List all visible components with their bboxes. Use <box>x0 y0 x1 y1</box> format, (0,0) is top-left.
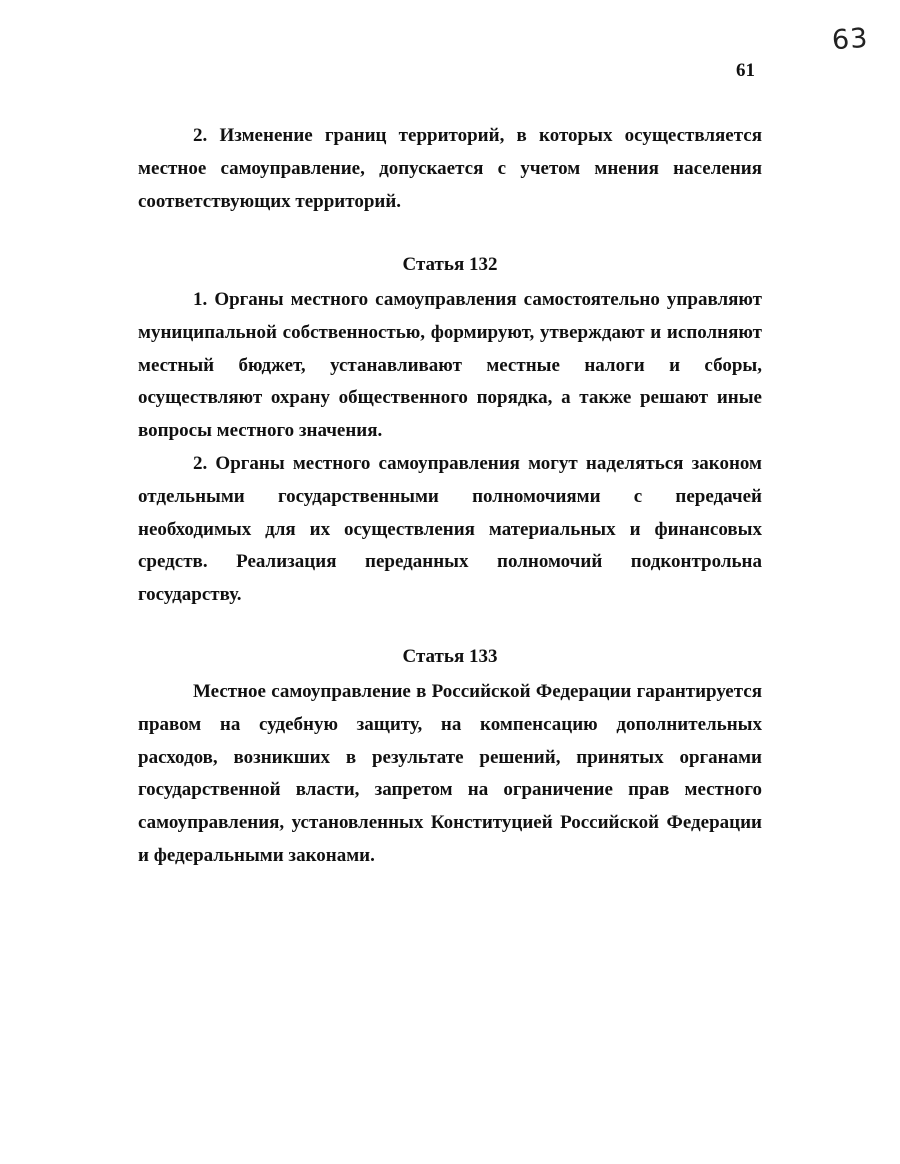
article-132-heading: Статья 132 <box>402 254 498 275</box>
article-133-paragraph-1: Местное самоуправление в Российской Федерации гарантируется правом на судебную защиту, на компенсацию дополнительных расходов, возникших в результате решений, принятых органами государственной власти, запретом на ограничение прав местного самоуправления, установленных Конституцией Российской Федерации и федеральными законами. <box>138 681 762 866</box>
page-number: 61 <box>736 60 755 81</box>
intro-text-block <box>138 120 762 218</box>
handwritten-sheet-number: 63 <box>830 22 870 57</box>
article-133-heading: Статья 133 <box>402 646 498 667</box>
article-132-paragraph-2: 2. Органы местного самоуправления могут наделяться законом отдельными государственными полномочиями с передачей необходимых для их осуществления материальных и финансовых средств. Реализация переданных полномочий подконтрольна государству. <box>138 452 762 606</box>
article-132-body <box>138 284 762 612</box>
article-132-paragraph-1: 1. Органы местного самоуправления самостоятельно управляют муниципальной собственностью, формируют, утверждают и исполняют местный бюджет, устанавливают местные налоги и сборы, осуществляют охрану общественного порядка, а также решают иные вопросы местного значения. <box>138 289 762 442</box>
intro-paragraph-2: 2. Изменение границ территорий, в которых осуществляется местное самоуправление, допускается с учетом мнения населения соответствующих территорий. <box>138 125 762 212</box>
article-133-body <box>138 676 762 873</box>
